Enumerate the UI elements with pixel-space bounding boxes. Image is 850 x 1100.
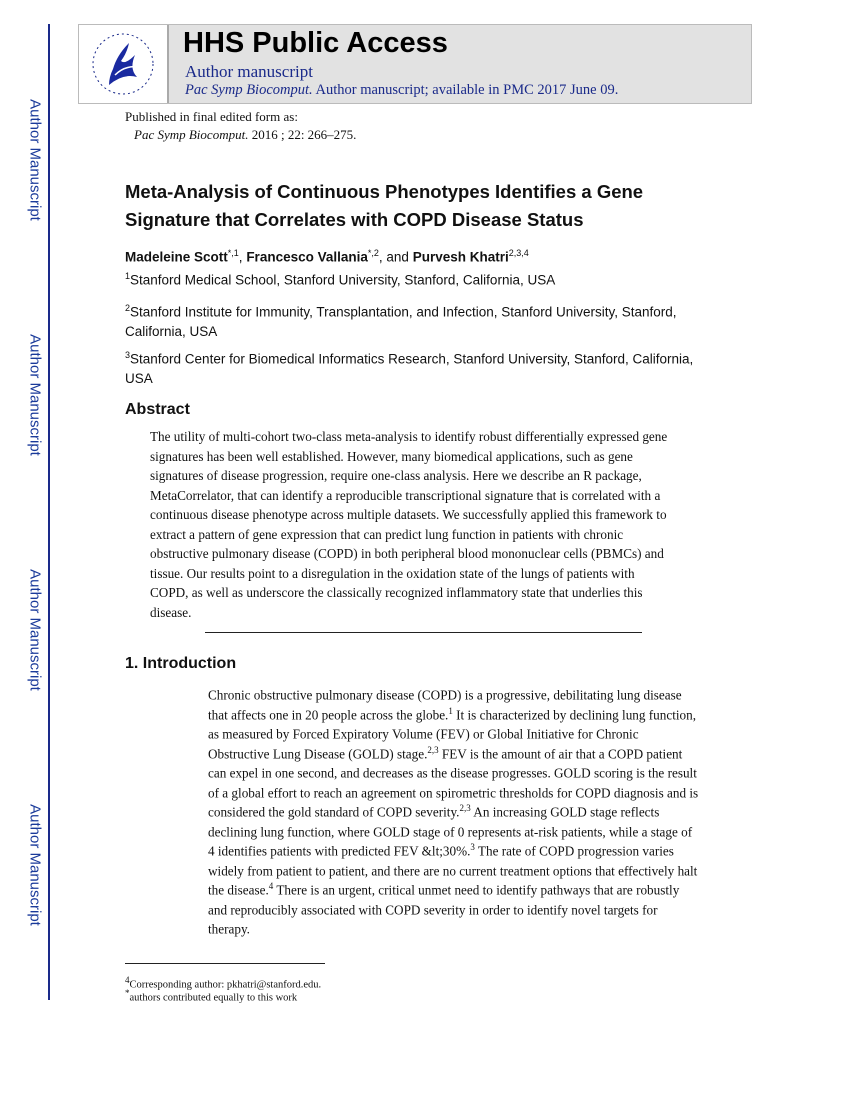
abstract-line: MetaCorrelator, that can identify a reproducible transcriptional signature that is correlated with a (150, 487, 661, 503)
intro-text: as measured by Forced Expiratory Volume (FEV) or Global Initiative for Chronic (208, 726, 639, 742)
title-line: Signature that Correlates with COPD Disease Status (125, 209, 584, 230)
footnote (125, 988, 297, 1004)
intro-text: It is characterized by declining lung function, (452, 706, 697, 722)
affiliation-sup: 3 (125, 350, 131, 360)
side-label-text: Author Manuscript (26, 334, 44, 456)
intro-text: FEV is the amount of air that a COPD patient (438, 745, 683, 761)
author-sep: , (238, 249, 247, 265)
intro-text: Obstructive Lung Disease (GOLD) stage. (208, 745, 428, 761)
intro-line (208, 862, 697, 879)
abstract-line: continuous disease phenotype across multiple datasets. We successfully applied this framework to (150, 507, 667, 522)
citation-ref: 2,3 (427, 744, 439, 755)
footnote-mark: 4 (125, 975, 130, 985)
header-subtitle: Author manuscript (185, 62, 313, 81)
author-sup: 2,3,4 (508, 248, 529, 258)
intro-text: therapy. (208, 921, 250, 937)
intro-text: considered the gold standard of COPD severity. (208, 804, 460, 820)
abstract-line: tissue. Our results point to a disregulation in the oxidation state of the lungs of patients with (150, 565, 635, 581)
abstract-line: COPD, as well as underscore the classically recognized inflammatory state that underlies this (150, 585, 643, 600)
abstract-line: extract a pattern of gene expression that can predict lung function in patients with chronic (150, 526, 624, 542)
side-label-text: Author Manuscript (26, 99, 44, 221)
abstract-line: signatures of disease progression, require one-class analysis. Here we describe an R package, (150, 468, 642, 483)
intro-text: that affects one in 20 people across the globe. (208, 706, 449, 722)
citation-ref: 1 (448, 705, 453, 716)
affiliation-text: California, USA (125, 323, 218, 339)
affiliation-text: Stanford Medical School, Stanford University, Stanford, California, USA (130, 272, 556, 288)
intro-line (208, 823, 692, 840)
intro-text: There is an urgent, critical unmet need to identify pathways that are robustly (273, 882, 680, 898)
title-line: Meta-Analysis of Continuous Phenotypes Identifies a Gene (125, 181, 644, 202)
intro-line (208, 881, 679, 898)
author-name: Francesco Vallania (246, 249, 368, 265)
citation-details: 2016 ; 22: 266–275. (251, 127, 357, 142)
citation-ref: 4 (268, 881, 274, 891)
hhs-logo-icon (79, 25, 169, 103)
abstract-divider (205, 632, 642, 633)
side-label-text: Author Manuscript (26, 804, 44, 926)
journal-name: Pac Symp Biocomput. (185, 82, 313, 98)
intro-line (208, 725, 639, 742)
citation (134, 127, 356, 143)
author-list (125, 248, 529, 265)
intro-line (208, 784, 698, 801)
intro-text: of a global effort to reach an agreement on spirometric thresholds for COPD diagnosis and is (208, 784, 699, 800)
availability-text: Author manuscript; available in PMC 2017 June 09. (315, 82, 619, 98)
intro-text: The rate of COPD progression varies (474, 843, 674, 859)
affiliation (125, 346, 693, 388)
author-sep: , and (378, 249, 413, 265)
margin-rule (48, 24, 50, 1000)
intro-heading: 1. Introduction (125, 655, 237, 672)
intro-text: declining lung function, where GOLD stage of 0 represents at-risk patients, while a stage of (208, 823, 693, 839)
header-title: HHS Public Access (183, 27, 448, 59)
author-name: Madeleine Scott (125, 249, 228, 265)
abstract-line: disease. (150, 604, 192, 620)
affiliation (125, 299, 677, 341)
intro-line (208, 706, 696, 723)
citation-journal: Pac Symp Biocomput. (134, 127, 249, 142)
intro-text: the disease. (208, 882, 269, 898)
affiliation-sup: 1 (125, 271, 131, 281)
author-name: Purvesh Khatri (412, 249, 509, 265)
intro-line (208, 686, 682, 703)
side-label-text: Author Manuscript (26, 569, 44, 691)
affiliation (125, 271, 555, 288)
affiliation-text: Stanford Institute for Immunity, Transplantation, and Infection, Stanford University, Stanford, (130, 304, 677, 320)
footnote-text: authors contributed equally to this work (129, 992, 298, 1004)
abstract-line: The utility of multi-cohort two-class meta-analysis to identify robust differentially expressed gene (150, 429, 668, 444)
published-label: Published in final edited form as: (125, 109, 298, 124)
footnote-mark: * (125, 988, 130, 998)
affiliation-sup: 2 (125, 303, 131, 313)
hhs-header (78, 24, 752, 104)
affiliation-text: USA (125, 370, 153, 386)
intro-line (208, 745, 682, 762)
author-sup: *,2 (367, 248, 379, 258)
intro-line (208, 901, 658, 918)
intro-text: can expel in one second, and decreases as the disease progresses. GOLD scoring is the result (208, 765, 697, 781)
intro-text: Chronic obstructive pulmonary disease (COPD) is a progressive, debilitating lung disease (208, 687, 682, 703)
intro-text: and reproducibly associated with COPD severity in order to identify novel targets for (208, 901, 658, 917)
header-availability (185, 82, 618, 99)
intro-line (208, 764, 697, 781)
footnote-divider (125, 963, 325, 964)
abstract-line: signatures has been well established. However, many biomedical applications, such as gene (150, 448, 633, 464)
affiliation-text: Stanford Center for Biomedical Informatics Research, Stanford University, Stanford, California, (130, 351, 694, 367)
intro-line (208, 920, 250, 937)
citation-ref: 3 (470, 842, 475, 852)
footnote-text: Corresponding author: pkhatri@stanford.edu. (129, 979, 322, 991)
abstract-line: obstructive pulmonary disease (COPD) in both peripheral blood mononuclear cells (PBMCs) and (150, 546, 664, 561)
intro-line (208, 842, 674, 859)
abstract-heading: Abstract (125, 401, 190, 418)
intro-text: An increasing GOLD stage reflects (470, 804, 660, 820)
citation-ref: 2,3 (459, 803, 471, 813)
intro-line (208, 803, 659, 820)
intro-text: 4 identifies patients with predicted FEV &lt;30%. (208, 843, 471, 859)
author-sup: *,1 (227, 248, 239, 258)
intro-text: widely from patient to patient, and there are no current treatment options that effectively halt (208, 862, 698, 878)
paper-title (125, 178, 643, 234)
